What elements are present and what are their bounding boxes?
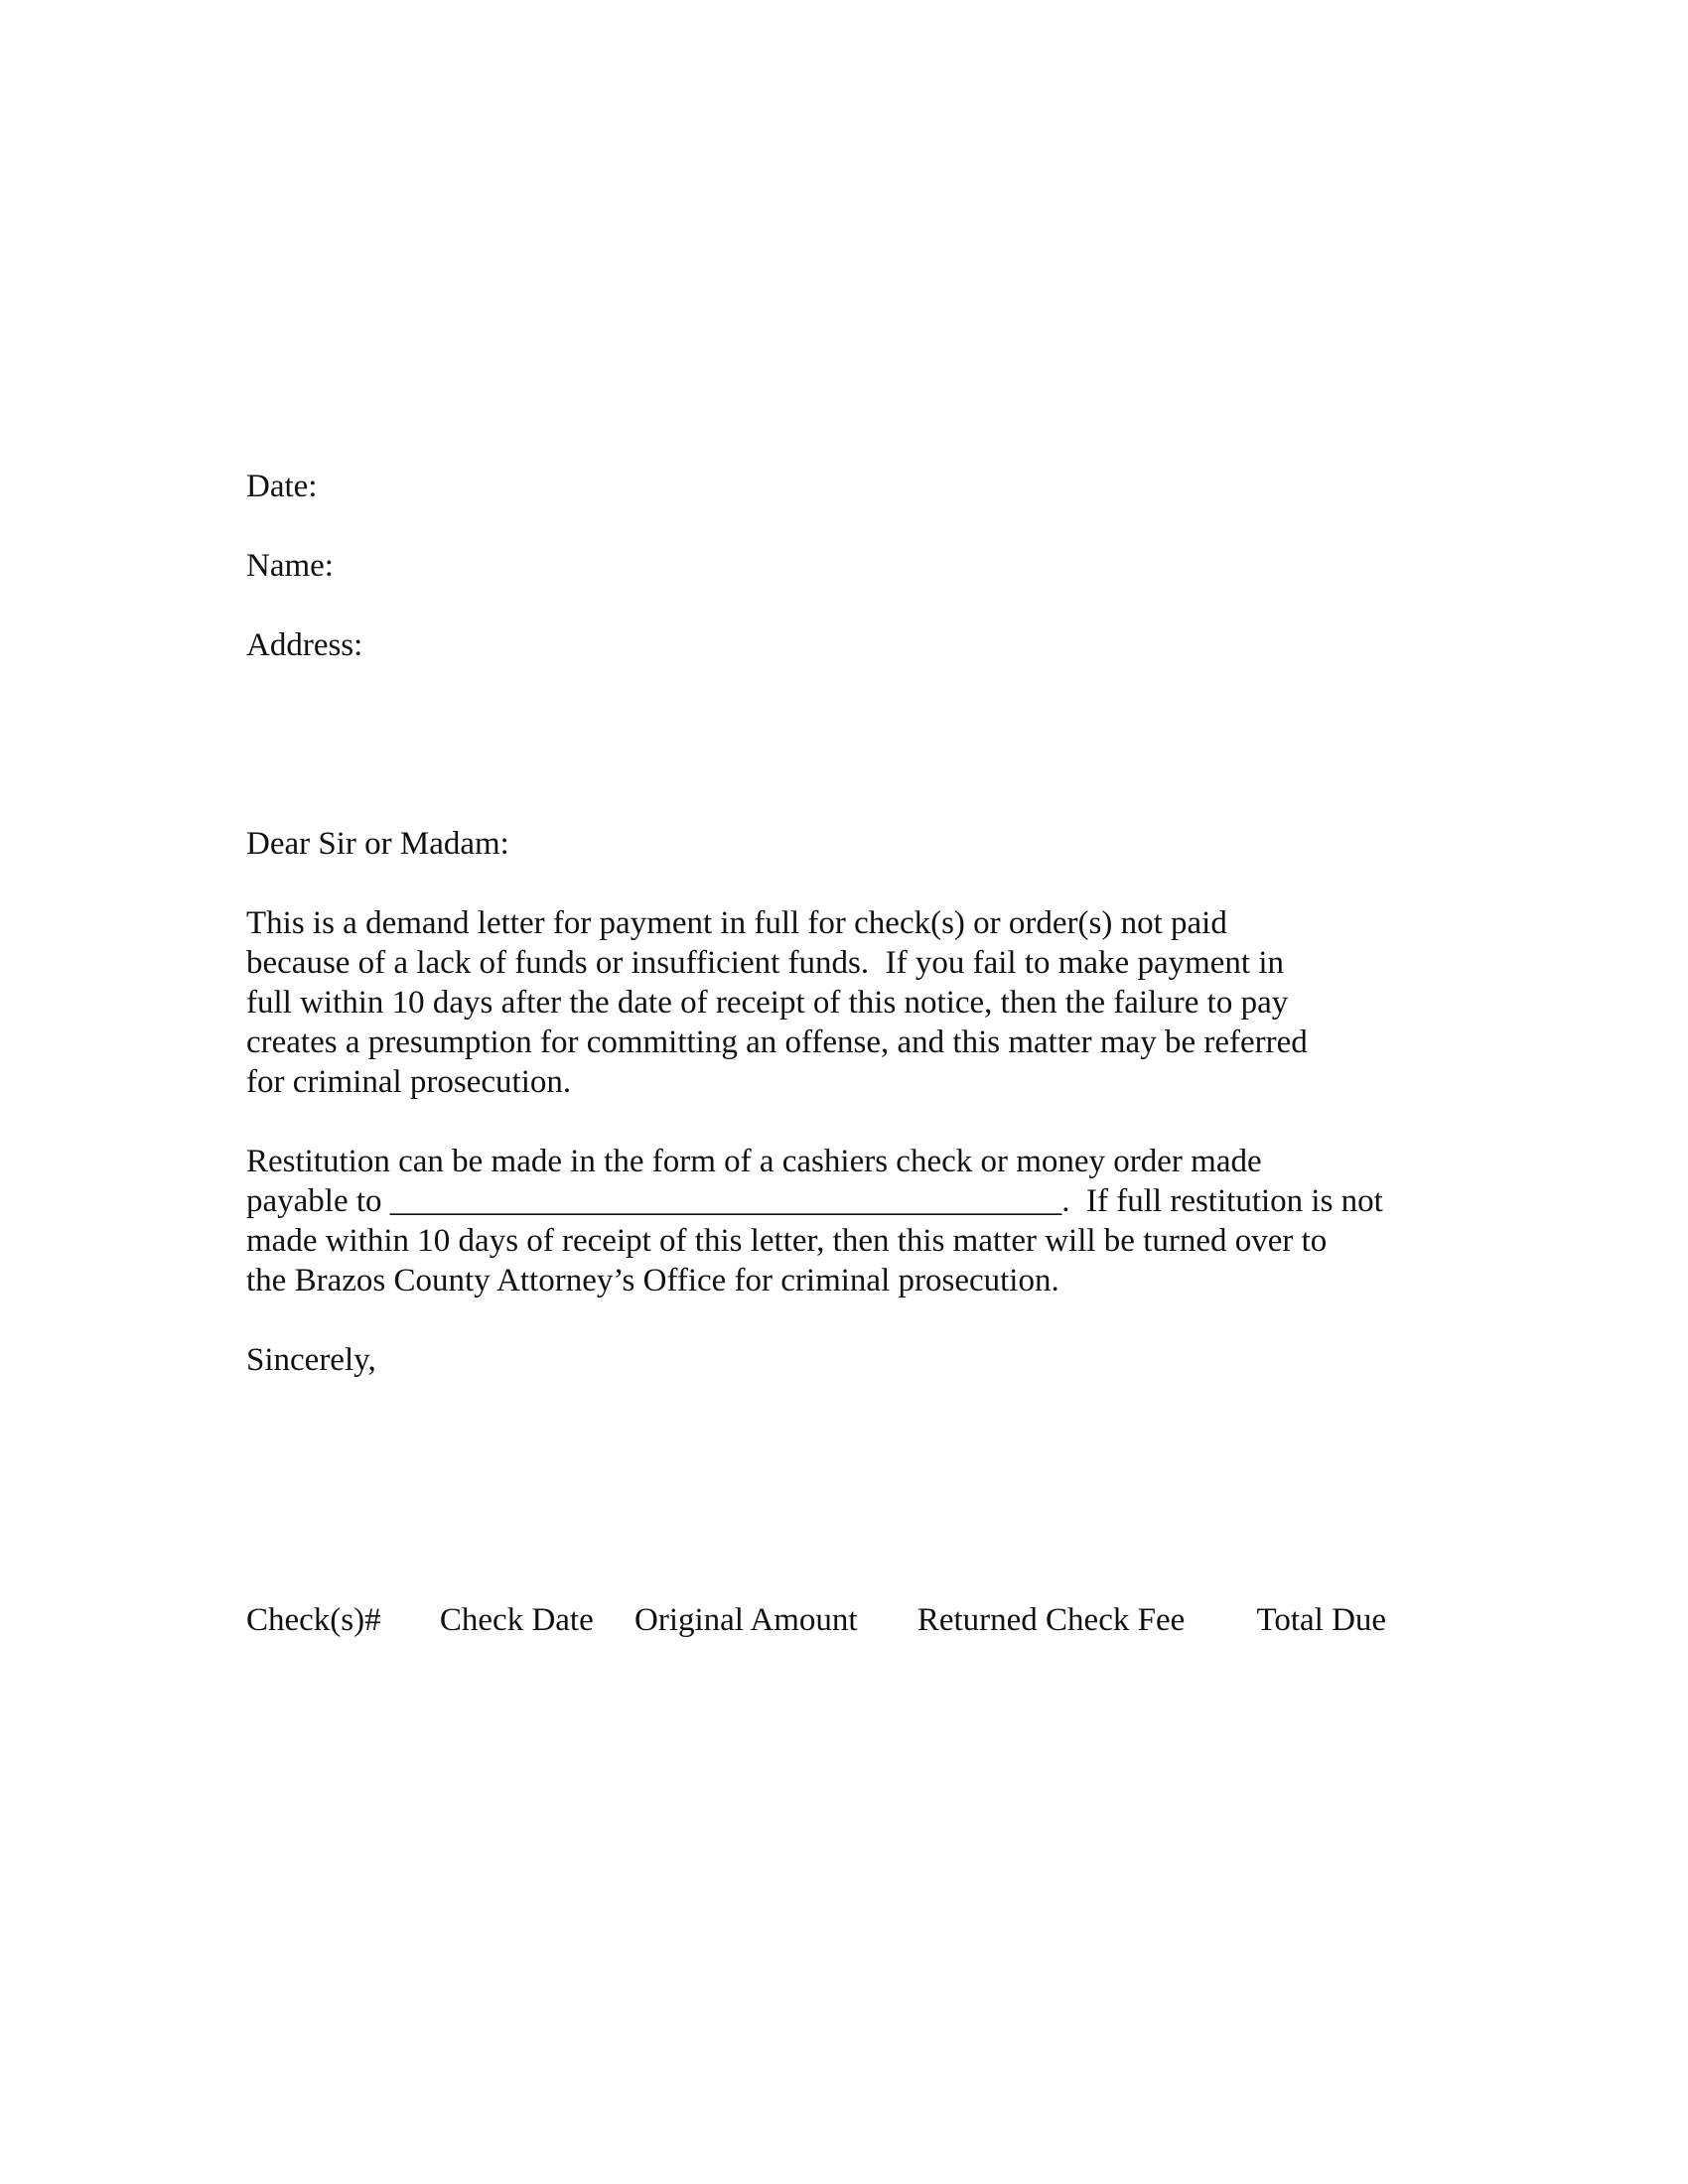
closing-sincerely: Sincerely,: [246, 1342, 376, 1378]
column-header-check-date: Check Date: [439, 1602, 594, 1638]
column-header-original-amount: Original Amount: [634, 1602, 858, 1638]
column-header-returned-check-fee: Returned Check Fee: [916, 1602, 1186, 1638]
paragraph-line: full within 10 days after the date of receipt of this notice, then the failure to pay: [246, 985, 1289, 1021]
column-header-check-number: Check(s)#: [246, 1602, 381, 1638]
paragraph-line: because of a lack of funds or insufficient funds. If you fail to make payment in: [246, 945, 1284, 981]
paragraph-restitution: [246, 1142, 1448, 1300]
paragraph-line: creates a presumption for committing an offense, and this matter may be referred: [246, 1024, 1308, 1060]
paragraph-line: This is a demand letter for payment in full for check(s) or order(s) not paid: [246, 905, 1227, 941]
paragraph-line: Restitution can be made in the form of a cashiers check or money order made: [246, 1144, 1262, 1179]
name-field-label: Name:: [246, 548, 334, 584]
column-header-total-due: Total Due: [1256, 1602, 1387, 1638]
paragraph-line: the Brazos County Attorney’s Office for criminal prosecution.: [246, 1263, 1059, 1298]
paragraph-line: made within 10 days of receipt of this letter, then this matter will be turned over to: [246, 1223, 1328, 1259]
check-table-header: [246, 1600, 1448, 1640]
payee-blank-line: payable to _________________________________________. If full restitution is not: [246, 1183, 1383, 1219]
address-field-label: Address:: [246, 627, 363, 663]
paragraph-line: for criminal prosecution.: [246, 1064, 572, 1100]
salutation: Dear Sir or Madam:: [246, 826, 509, 862]
letter-content: [246, 467, 1448, 1640]
date-field-label: Date:: [246, 469, 318, 504]
paragraph-demand: [246, 903, 1448, 1102]
